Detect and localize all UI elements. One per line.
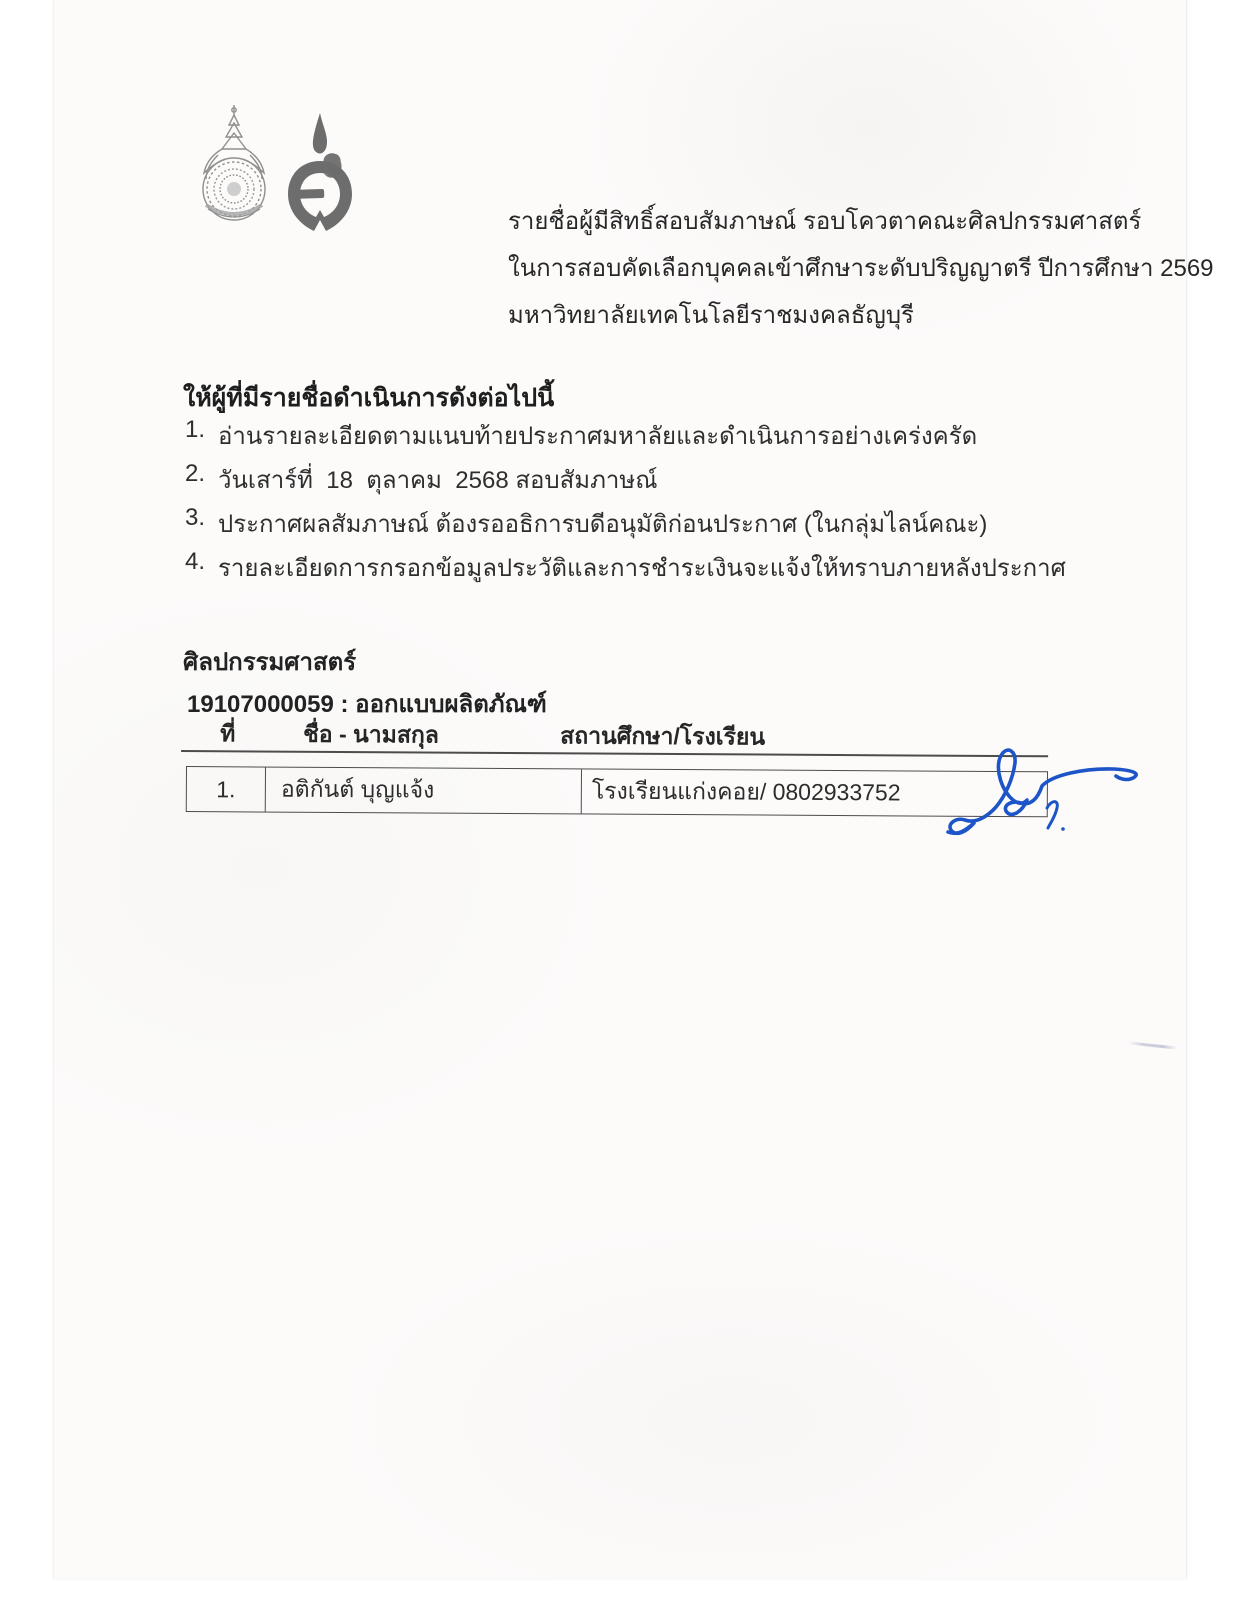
- instruction-number: 2.: [185, 460, 206, 487]
- instruction-text: รายละเอียดการกรอกข้อมูลประวัติและการชำระเงินจะแจ้งให้ทราบภายหลังประกาศ: [218, 555, 1066, 582]
- instruction-text: วันเสาร์ที่ 18 ตุลาคม 2568 สอบสัมภาษณ์: [218, 467, 658, 494]
- instruction-item-1: [185, 416, 1085, 460]
- candidate-table: [180, 710, 1061, 830]
- instruction-number: 1.: [185, 416, 206, 443]
- row-number-cell: 1.: [187, 767, 266, 811]
- title-line-1: รายชื่อผู้มีสิทธิ์สอบสัมภาษณ์ รอบโควตาคณะศิลปกรรมศาสตร์: [508, 208, 1142, 235]
- column-header-school: สถานศึกษา/โรงเรียน: [560, 722, 766, 750]
- instructions-heading: ให้ผู้ที่มีรายชื่อดำเนินการดังต่อไปนี้: [183, 384, 555, 412]
- instructions-list: [185, 416, 1085, 592]
- row-name-cell: อติกันต์ บุญแจ้ง: [266, 768, 582, 814]
- instruction-item-4: [185, 548, 1085, 592]
- column-header-name: ชื่อ - นามสกุล: [303, 720, 440, 748]
- university-flame-logo-icon: [286, 111, 354, 231]
- handwritten-signature: [934, 736, 1186, 844]
- title-line-2: ในการสอบคัดเลือกบุคคลเข้าศึกษาระดับปริญญาตรี ปีการศึกษา 2569: [508, 255, 1214, 282]
- faculty-heading: ศิลปกรรมศาสตร์: [183, 649, 357, 676]
- instruction-number: 4.: [185, 548, 206, 575]
- column-header-no: ที่: [220, 720, 236, 747]
- instruction-number: 3.: [185, 504, 206, 531]
- row-school-cell: โรงเรียนแก่งคอย/ 0802933752: [591, 777, 901, 806]
- table-row: [186, 766, 1048, 817]
- instruction-text: ประกาศผลสัมภาษณ์ ต้องรออธิการบดีอนุมัติก่อนประกาศ (ในกลุ่มไลน์คณะ): [218, 511, 988, 538]
- instruction-text: อ่านรายละเอียดตามแนบท้ายประกาศมหาลัยและดำเนินการอย่างเคร่งครัด: [218, 423, 978, 450]
- title-line-3: มหาวิทยาลัยเทคโนโลยีราชมงคลธัญบุรี: [508, 302, 914, 329]
- document-title: [508, 198, 1214, 339]
- program-heading: 19107000059 : ออกแบบผลิตภัณฑ์: [187, 691, 547, 718]
- university-royal-seal-icon: [196, 103, 272, 227]
- instruction-item-2: [185, 460, 1085, 504]
- instruction-item-3: [185, 504, 1085, 548]
